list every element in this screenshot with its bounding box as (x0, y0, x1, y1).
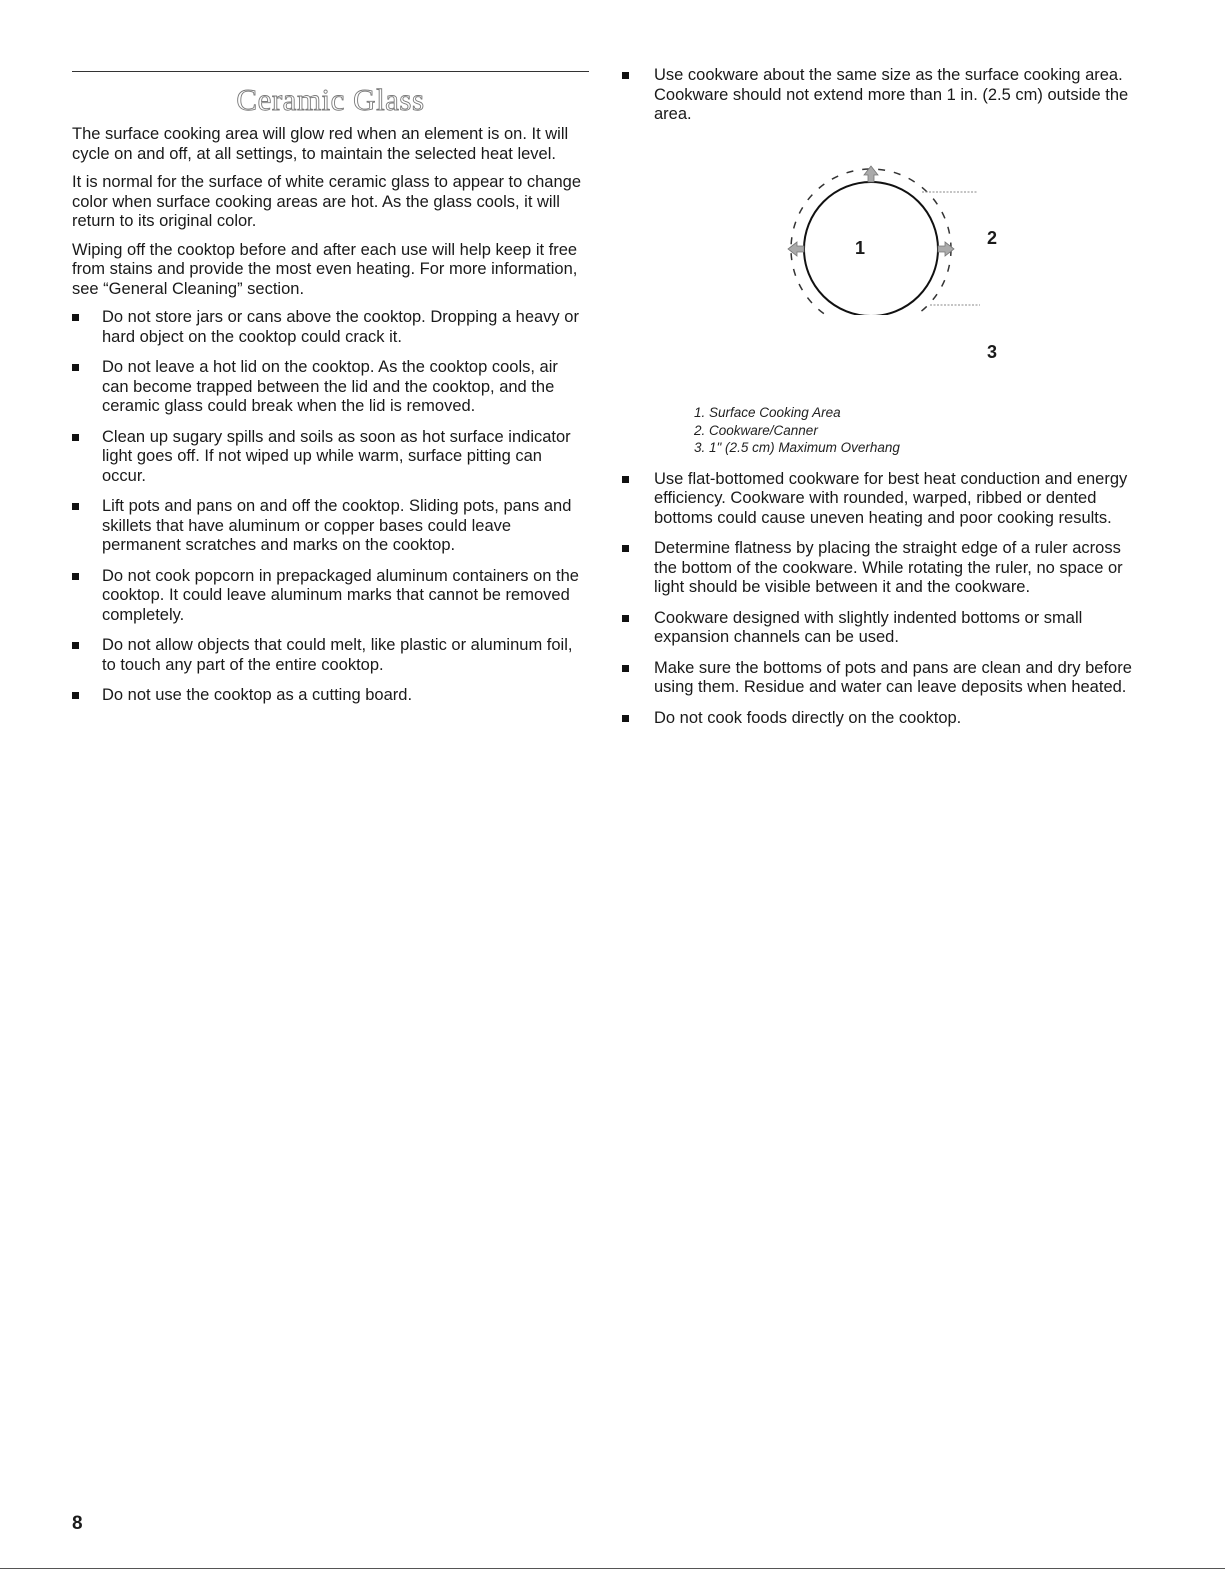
bottom-rule (0, 1568, 1225, 1569)
list-item-text: Use cookware about the same size as the surface cooking area. Cookware should not extend more than 1 in. (2.5 cm) outside the area. (654, 66, 1129, 123)
right-bullet-list (622, 470, 1142, 729)
bullet-icon (622, 615, 629, 622)
bullet-icon (72, 364, 79, 371)
right-bullet-list-top (622, 66, 1142, 125)
cookware-diagram-svg (622, 135, 1142, 315)
bullet-icon (72, 573, 79, 580)
caption-3: 3. 1" (2.5 cm) Maximum Overhang (694, 439, 900, 455)
color-change-paragraph: It is normal for the surface of white ceramic glass to appear to change color when surface cooking areas are hot. As the glass cools, it will return to its original color. (72, 173, 582, 230)
list-item-text: Lift pots and pans on and off the cooktop. Sliding pots, pans and skillets that have aluminum or copper bases could leave permanent scratches and marks on the cooktop. (102, 497, 572, 554)
list-item-text: Do not cook popcorn in prepackaged aluminum containers on the cooktop. It could leave aluminum marks that cannot be removed completely. (102, 566, 579, 624)
left-bullet-list (72, 308, 589, 706)
bullet-icon (72, 692, 79, 699)
list-item-text: Determine flatness by placing the straight edge of a ruler across the bottom of the cookware. While rotating the ruler, no space or light should be visible between it and the cookware. (654, 539, 1123, 596)
wiping-paragraph: Wiping off the cooktop before and after each use will help keep it free from stains and provide the most even heating. For more information, see “General Cleaning” section. (72, 240, 578, 298)
list-item (72, 428, 589, 487)
bullet-icon (622, 545, 629, 552)
bullet-icon (622, 476, 629, 483)
bullet-icon (72, 642, 79, 649)
bullet-icon (72, 503, 79, 510)
caption-2: 2. Cookware/Canner (694, 422, 818, 438)
callout-1: 1 (855, 237, 866, 258)
callout-3: 3 (987, 341, 998, 362)
list-item (622, 609, 1142, 648)
list-item-text: Make sure the bottoms of pots and pans are clean and dry before using them. Residue and water can leave deposits when heated. (654, 658, 1132, 696)
list-item (622, 659, 1142, 698)
list-item (72, 358, 589, 417)
list-item-text: Do not leave a hot lid on the cooktop. As the cooktop cools, air can become trapped between the lid and the cooktop, and the ceramic glass could break when the lid is removed. (102, 358, 558, 415)
list-item (622, 470, 1142, 529)
list-item (622, 709, 1142, 729)
bullet-icon (622, 665, 629, 672)
callout-2: 2 (987, 227, 998, 248)
section-title: Ceramic Glass (236, 82, 425, 117)
list-item-text: Cookware designed with slightly indented bottoms or small expansion channels can be used. (654, 608, 1083, 646)
list-item (72, 636, 589, 675)
bullet-icon (72, 314, 79, 321)
list-item-text: Do not store jars or cans above the cooktop. Dropping a heavy or hard object on the cooktop could crack it. (102, 308, 579, 346)
left-column (72, 125, 589, 717)
list-item-text: Do not use the cooktop as a cutting board. (102, 686, 413, 704)
list-item (622, 66, 1142, 125)
bullet-icon (622, 72, 629, 79)
list-item (72, 308, 589, 347)
intro-paragraph: The surface cooking area will glow red when an element is on. It will cycle on and off, at all settings, to maintain the selected heat level. (72, 125, 569, 163)
list-item (72, 686, 589, 706)
list-item-text: Do not cook foods directly on the cooktop. (654, 708, 962, 727)
list-item (72, 497, 589, 556)
surface-cooking-area-circle (804, 182, 938, 315)
list-item-text: Clean up sugary spills and soils as soon as hot surface indicator light goes off. If not wiped up while warm, surface pitting can occur. (102, 427, 571, 485)
list-item (72, 567, 589, 626)
bullet-icon (72, 434, 79, 441)
bullet-icon (622, 715, 629, 722)
list-item-text: Use flat-bottomed cookware for best heat conduction and energy efficiency. Cookware with rounded, warped, ribbed or dented bottoms could cause uneven heating and poor cooking results. (654, 469, 1128, 527)
list-item-text: Do not allow objects that could melt, like plastic or aluminum foil, to touch any part of the entire cooktop. (102, 636, 573, 674)
right-column (622, 66, 1142, 739)
list-item (622, 539, 1142, 598)
top-rule (72, 71, 589, 72)
caption-1: 1. Surface Cooking Area (694, 404, 841, 420)
cookware-outline (791, 169, 951, 315)
cookware-size-diagram (622, 135, 1142, 455)
page-number: 8 (72, 1513, 83, 1534)
